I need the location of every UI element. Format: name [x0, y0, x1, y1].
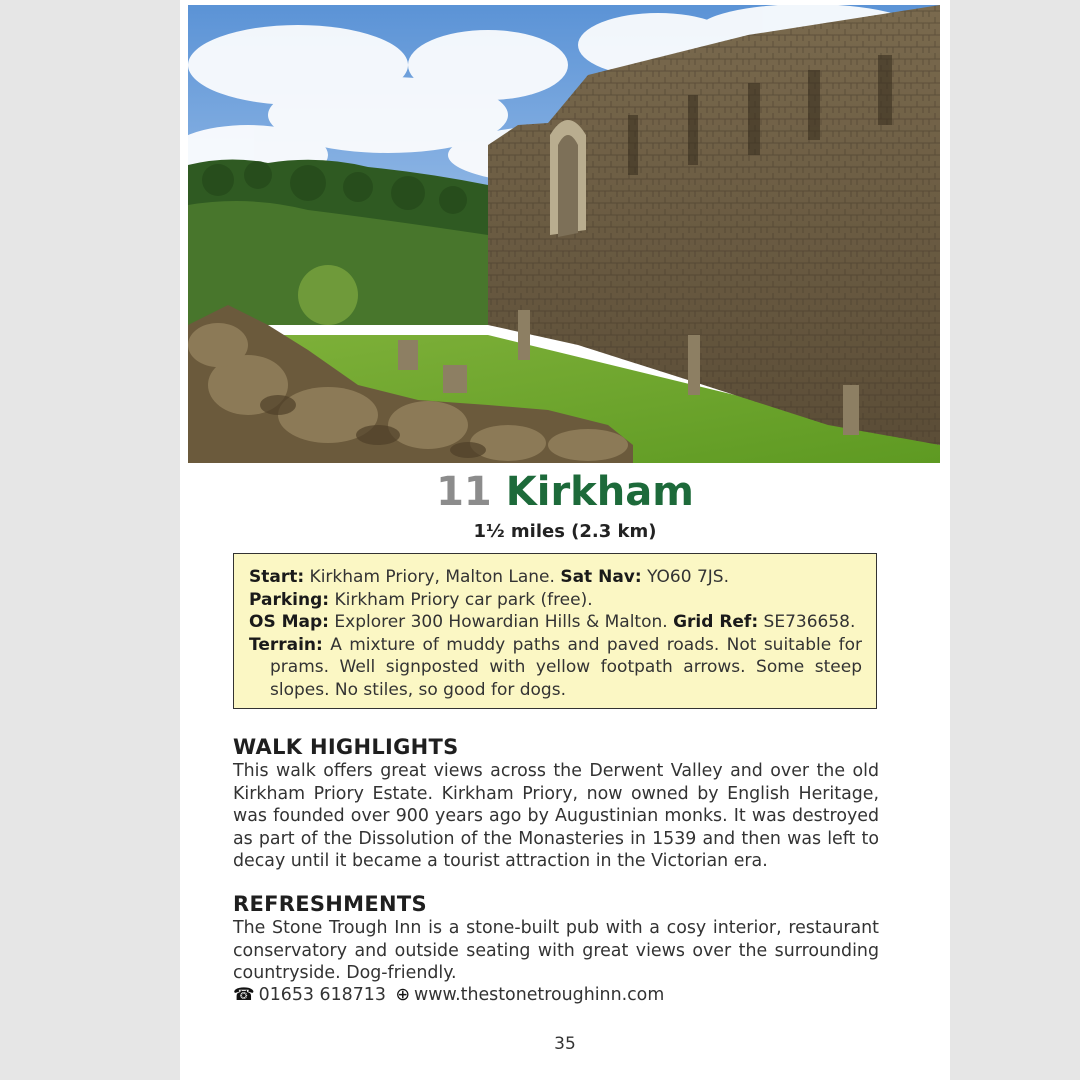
pub-contact [233, 985, 664, 1005]
osmap-label: OS Map: [249, 612, 329, 633]
gridref-value: SE736658. [758, 612, 856, 633]
globe-icon: ⊕ [395, 985, 411, 1005]
parking-label: Parking: [249, 589, 330, 610]
phone-icon: ☎ [233, 985, 255, 1005]
terrain-line [249, 634, 862, 702]
start-line [249, 566, 862, 589]
terrain-value: A mixture of muddy paths and paved roads. Not suitable for prams. Well signposted with yellow footpath arrows. Some steep slopes. No stiles, so good for dogs. [270, 634, 862, 700]
highlights-heading: WALK HIGHLIGHTS [233, 735, 459, 759]
walk-name: Kirkham [505, 469, 694, 515]
walk-title [180, 466, 950, 518]
page-number: 35 [554, 1034, 576, 1054]
pub-phone: 01653 618713 [258, 985, 386, 1005]
refreshments-body: The Stone Trough Inn is a stone-built pub with a cosy interior, restaurant conservatory and outside seating with great views over the surrounding countryside. Dog-friendly. [233, 918, 879, 984]
walk-info-box [233, 553, 877, 709]
terrain-label: Terrain: [249, 634, 323, 655]
walk-number: 11 [436, 469, 492, 515]
start-value: Kirkham Priory, Malton Lane. [304, 567, 561, 587]
satnav-label: Sat Nav: [560, 567, 642, 587]
priory-ruins-photo [188, 5, 940, 463]
refreshments-heading: REFRESHMENTS [233, 892, 427, 916]
pub-website[interactable]: www.thestonetroughinn.com [414, 985, 665, 1005]
highlights-body: This walk offers great views across the Derwent Valley and over the old Kirkham Priory Estate. Kirkham Priory, now owned by English Heritage, was founded over 900 years ago by Augustinian monks. It was destroyed as part of the Dissolution of the Monasteries in 1539 and then was left to decay until it became a tourist attraction in the Victorian era. [233, 761, 879, 872]
book-page [180, 0, 950, 1080]
start-label: Start: [249, 567, 305, 587]
satnav-value: YO60 7JS. [641, 567, 729, 587]
parking-line [249, 589, 862, 612]
walk-distance: 1½ miles (2.3 km) [473, 521, 657, 542]
gridref-label: Grid Ref: [673, 612, 759, 633]
osmap-value: Explorer 300 Howardian Hills & Malton. [328, 612, 674, 633]
parking-value: Kirkham Priory car park (free). [329, 589, 593, 610]
osmap-line [249, 611, 862, 634]
